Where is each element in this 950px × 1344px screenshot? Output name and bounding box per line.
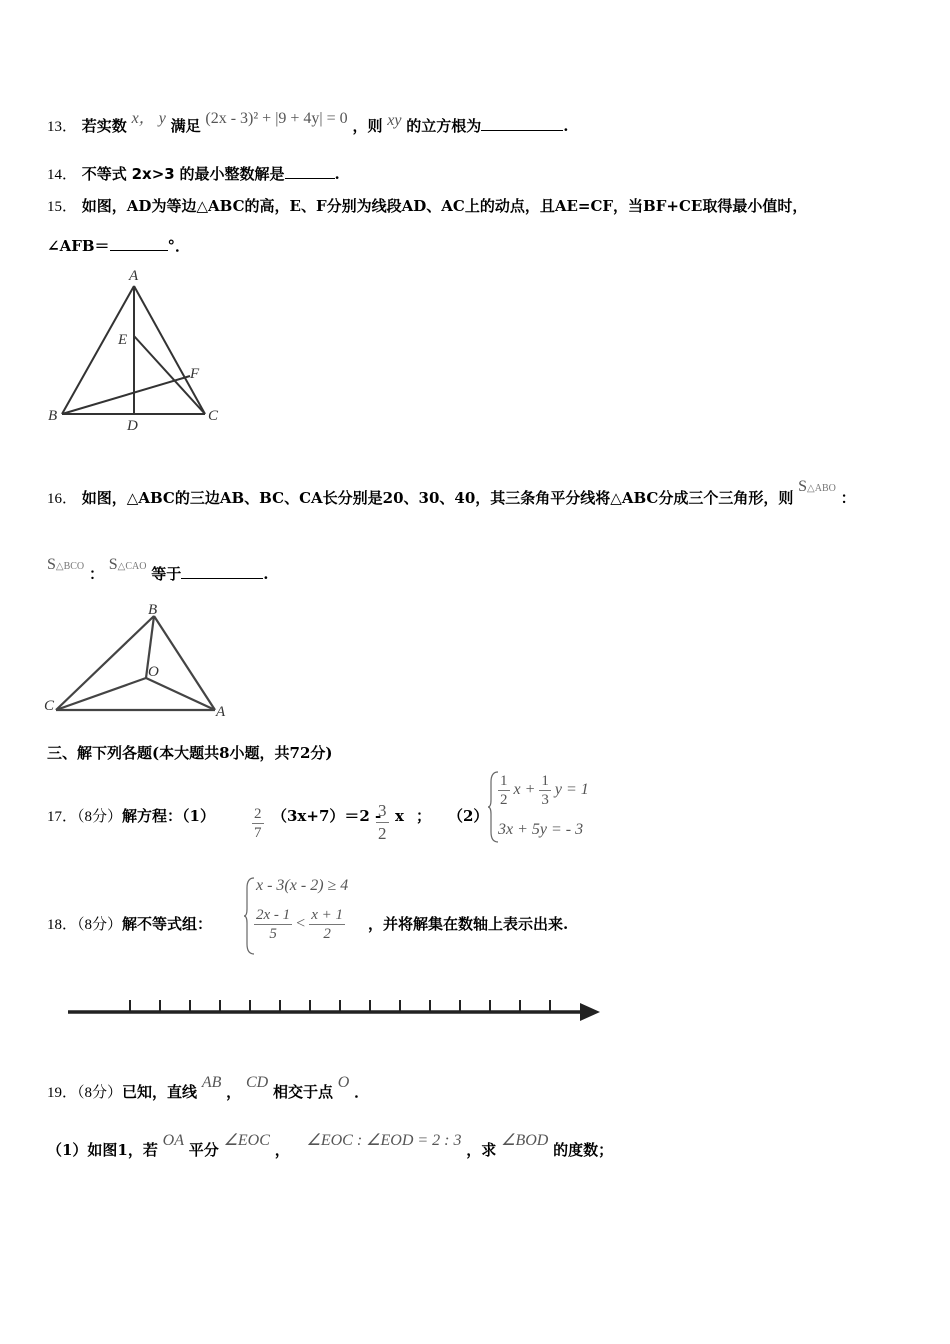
question-19 [47, 1074, 370, 1103]
question-13 [47, 110, 569, 137]
q13-text-4: 的立方根为 [406, 117, 482, 135]
denominator: 2 [323, 926, 331, 942]
q17-text-1: 解方程：（1） [122, 807, 215, 825]
q18-points: （8分） [77, 917, 123, 933]
q16-end: . [263, 565, 269, 583]
triangle-figure-q16 [40, 600, 230, 720]
numerator: 1 [541, 773, 549, 789]
sub-cao: △CAO [117, 561, 147, 572]
q19-part1-text: （1）如图1，若 [47, 1141, 158, 1159]
label-f: F [190, 366, 200, 382]
answer-blank[interactable] [181, 562, 263, 579]
label-c: C [44, 698, 55, 714]
fraction-2x-1-over-5 [254, 906, 292, 943]
angle-ratio: ∠EOC : ∠EOD = 2 : 3 [306, 1132, 462, 1149]
q19-degree-text: 的度数； [553, 1141, 614, 1159]
q17-number: 17． [47, 809, 78, 825]
side-ac [134, 286, 205, 414]
fraction-2-7 [252, 805, 264, 842]
denominator: 2 [378, 824, 387, 843]
inequality-row-1: x - 3(x - 2) ≥ 4 [256, 877, 349, 894]
q17-semicolon: ； [416, 807, 432, 825]
fraction-x-plus-1-over-2 [309, 906, 345, 943]
question-15 [47, 196, 807, 217]
q19-points: （8分） [77, 1085, 123, 1101]
inequality-row-2 [254, 906, 345, 943]
denominator: 7 [254, 825, 262, 841]
q13-text-3: ，则 [352, 117, 383, 135]
question-16 [47, 478, 856, 511]
angle-eoc: ∠EOC [223, 1132, 270, 1149]
q14-text-2: 的最小整数解是 [179, 165, 285, 183]
question-14 [47, 162, 340, 185]
ray-oa: OA [162, 1132, 184, 1149]
s-symbol: S [108, 556, 118, 573]
label-e: E [118, 332, 128, 348]
question-17 [47, 806, 215, 827]
question-15-line2 [47, 234, 190, 256]
q15-degree: °． [167, 237, 191, 255]
label-d: D [127, 418, 138, 434]
q14-inequality: 2x>3 [131, 165, 175, 183]
sub-abo: △ABO [807, 483, 836, 494]
fraction-1-2 [498, 772, 510, 809]
answer-blank[interactable] [481, 114, 563, 131]
q16-number: 16． [47, 491, 78, 507]
q13-text-1: 若实数 [81, 117, 127, 135]
system-row-2: 3x + 5y = - 3 [498, 821, 584, 838]
numerator: x + 1 [311, 907, 343, 923]
colon: ： [88, 565, 104, 583]
q18-text-2: ，并将解集在数轴上表示出来. [368, 915, 569, 933]
numerator: 2x - 1 [256, 907, 291, 923]
q19-end: ． [354, 1083, 370, 1101]
numerator: 2 [254, 806, 262, 822]
denominator: 5 [269, 926, 277, 942]
label-o: O [148, 664, 159, 680]
line-cd: CD [245, 1074, 269, 1091]
s-symbol: S [47, 556, 56, 573]
comma: ， [226, 1083, 242, 1101]
q17-points: （8分） [77, 809, 123, 825]
point-o: O [337, 1074, 350, 1091]
bisector-co [56, 678, 146, 710]
q15-angle-label: ∠AFB＝ [47, 237, 110, 255]
q14-end: . [334, 165, 340, 183]
q17-part-2: （2） [448, 807, 489, 825]
q19-text-2: 相交于点 [272, 1083, 333, 1101]
numerator: 3 [376, 800, 389, 823]
q15-text: 如图，AD为等边△ABC的高，E、F分别为线段AD、AC上的动点，且AE=CF，当BF+CE取得最小值时， [81, 197, 808, 215]
q18-text-1: 解不等式组： [122, 915, 213, 933]
q19-find-text: ，求 [466, 1141, 497, 1159]
fraction-3-2 [376, 800, 389, 845]
q19-number: 19． [47, 1085, 78, 1101]
q16-text: 如图，△ABC的三边AB、BC、CA长分别是20、30、40，其三条角平分线将△ABC分成三个三角形，则 [81, 489, 794, 507]
label-b: B [48, 408, 58, 424]
fraction-1-3 [539, 772, 551, 809]
answer-blank[interactable] [285, 162, 335, 179]
question-19-part-1 [47, 1132, 614, 1161]
label-a: A [216, 704, 226, 720]
answer-blank[interactable] [110, 234, 168, 251]
q13-end: . [563, 117, 569, 135]
q13-xy: xy [387, 112, 402, 129]
term-x: x + [513, 781, 536, 799]
q13-vars: x， y [131, 110, 166, 127]
section-3-heading: 三、解下列各题(本大题共8小题，共72分) [47, 744, 333, 762]
question-16-line2 [47, 556, 269, 587]
q13-number: 13． [47, 119, 78, 135]
q19-text-1: 已知，直线 [122, 1083, 198, 1101]
q14-text-1: 不等式 [81, 165, 127, 183]
numerator: 1 [500, 773, 508, 789]
label-b: B [148, 602, 158, 618]
term-y: y = 1 [554, 781, 589, 799]
angle-bod: ∠BOD [501, 1132, 549, 1149]
label-c: C [208, 408, 219, 424]
label-a: A [129, 268, 139, 284]
q13-text-2: 满足 [170, 117, 201, 135]
line-ab: AB [201, 1074, 222, 1091]
q18-number: 18． [47, 917, 78, 933]
sub-bco: △BCO [55, 561, 85, 572]
denominator: 2 [500, 792, 508, 808]
q15-number: 15． [47, 199, 78, 215]
question-18 [47, 914, 212, 935]
colon: ： [840, 489, 856, 507]
triangle-figure-q15 [40, 268, 240, 438]
number-line[interactable] [62, 990, 622, 1030]
q16-equals-text: 等于 [151, 565, 182, 583]
system-row-1 [498, 772, 589, 809]
q14-number: 14． [47, 167, 78, 183]
side-bc [56, 616, 154, 710]
s-symbol: S [798, 478, 808, 495]
q13-equation: (2x - 3)² + |9 + 4y| = 0 [205, 110, 348, 127]
q19-bisects-text: 平分 [188, 1141, 219, 1159]
denominator: 3 [541, 792, 549, 808]
less-than: < [296, 915, 306, 933]
comma: ， [274, 1141, 290, 1159]
q17-x: x [395, 807, 404, 825]
q17-middle: （3x+7）＝2 - [272, 807, 382, 825]
